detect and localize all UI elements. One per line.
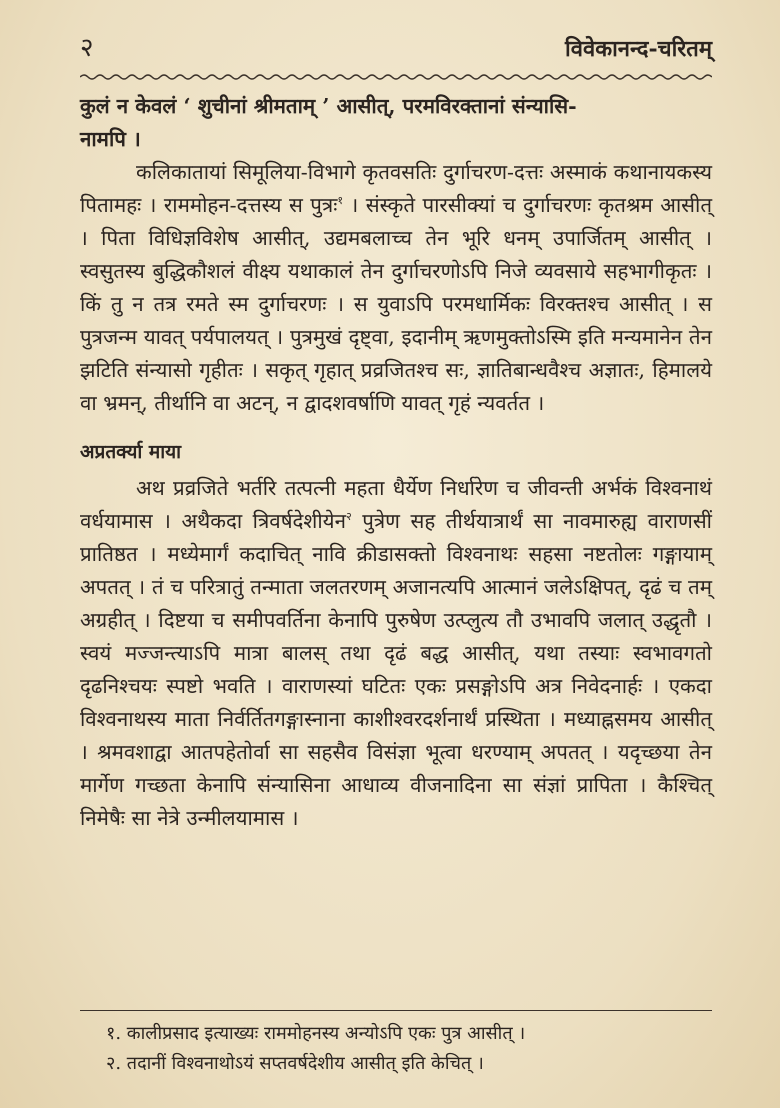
- footnote-1: १. कालीप्रसाद इत्याख्यः राममोहनस्य अन्योऽपि एकः पुत्र आसीत् ।: [106, 1023, 526, 1044]
- footnote-marker-2: २: [345, 510, 352, 524]
- section-heading: अप्रतर्क्या माया: [80, 441, 182, 463]
- paragraph-1-line-1: कुलं न केवलं ‘ शुचीनां श्रीमताम् ’ आसीत्, परमविरक्तानां संन्यासि-: [80, 94, 577, 118]
- paragraph-3-text-b: पुत्रेण सह तीर्थयात्रार्थं सा नावमारुह्य वाराणसीं प्रातिष्ठत । मध्येमार्गं कदाचित् नावि क्रीडासक्तो विश्वनाथः सहसा नष्टतोलः गङ्गायाम् अपतत् । तं च परित्रातुं तन्माता जलतरणम् अजानत्यपि आत्मानं जलेऽक्षिपत्, दृढं च तम् अग्रहीत् । दिष्टया च समीपवर्तिना केनापि पुरुषेण उत्प्लुत्य तौ उभावपि जलात् उद्धृतौ । स्वयं मज्जन्त्याऽपि मात्रा बालस् तथा दृढं बद्ध आसीत्, यथा तस्याः स्वभावगतो दृढनिश्चयः स्पष्टो भवति । वाराणस्यां घटितः एकः प्रसङ्गोऽपि अत्र निवेदनार्हः । एकदा विश्वनाथस्य माता निर्वर्तितगङ्गास्नाना काशीश्वरदर्शनार्थं प्रस्थिता । मध्याह्नसमय आसीत् । श्रमवशाद्वा आतपहेतोर्वा सा सहसैव विसंज्ञा भूत्वा धरण्याम् अपतत् । यदृच्छया तेन मार्गेण गच्छता केनापि संन्यासिना आधाव्य वीजनादिना सा संज्ञां प्रापिता । कैश्चित् निमेषैः सा नेत्रे उन्मीलयामास ।: [80, 509, 713, 830]
- paragraph-1-line-2: नामपि ।: [80, 127, 141, 151]
- page-number: २: [80, 33, 94, 63]
- paragraph-2: [80, 156, 712, 420]
- running-title: विवेकानन्द-चरितम्: [565, 36, 712, 62]
- wavy-divider: [80, 70, 712, 84]
- paragraph-continued: [80, 90, 712, 156]
- page-header: [80, 28, 712, 64]
- paragraph-3-text-a: अथ प्रव्रजिते भर्तरि तत्पत्नी महता धैर्येण निर्धारेण च जीवन्ती अर्भकं विश्वनाथं वर्धयामास । अथैकदा त्रिवर्षदेशीयेन: [80, 476, 712, 533]
- footnote-2: २. तदानीं विश्वनाथोऽयं सप्तवर्षदेशीय आसीत् इति केचित् ।: [106, 1053, 484, 1074]
- footnote-marker-1: १: [337, 194, 344, 208]
- paragraph-2-text-b: । संस्कृते पारसीक्यां च दुर्गाचरणः कृतश्रम आसीत् । पिता विधिज्ञविशेष आसीत्, उद्यमबलाच्च तेन भूरि धनम् उपार्जितम् आसीत् । स्वसुतस्य बुद्धिकौशलं वीक्ष्य यथाकालं तेन दुर्गाचरणोऽपि निजे व्यवसाये सहभागीकृतः । किं तु न तत्र रमते स्म दुर्गाचरणः । स युवाऽपि परमधार्मिकः विरक्तश्च आसीत् । स पुत्रजन्म यावत् पर्यपालयत् । पुत्रमुखं दृष्ट्वा, इदानीम् ऋणमुक्तोऽस्मि इति मन्यमानेन तेन झटिति संन्यासो गृहीतः । सकृत् गृहात् प्रव्रजितश्च सः, ज्ञातिबान्धवैश्च अज्ञातः, हिमालये वा भ्रमन्, तीर्थानि वा अटन्, न द्वादशवर्षाणि यावत् गृहं न्यवर्तत ।: [80, 193, 712, 415]
- body-text: [80, 90, 712, 835]
- paragraph-2-text-a: कलिकातायां सिमूलिया-विभागे कृतवसतिः दुर्गाचरण-दत्तः अस्माकं कथानायकस्य पितामहः । राममोहन-दत्तस्य स पुत्रः: [80, 160, 712, 217]
- footnotes: [80, 1010, 712, 1079]
- footnote-rule: [80, 1010, 712, 1011]
- paragraph-3: [80, 472, 712, 835]
